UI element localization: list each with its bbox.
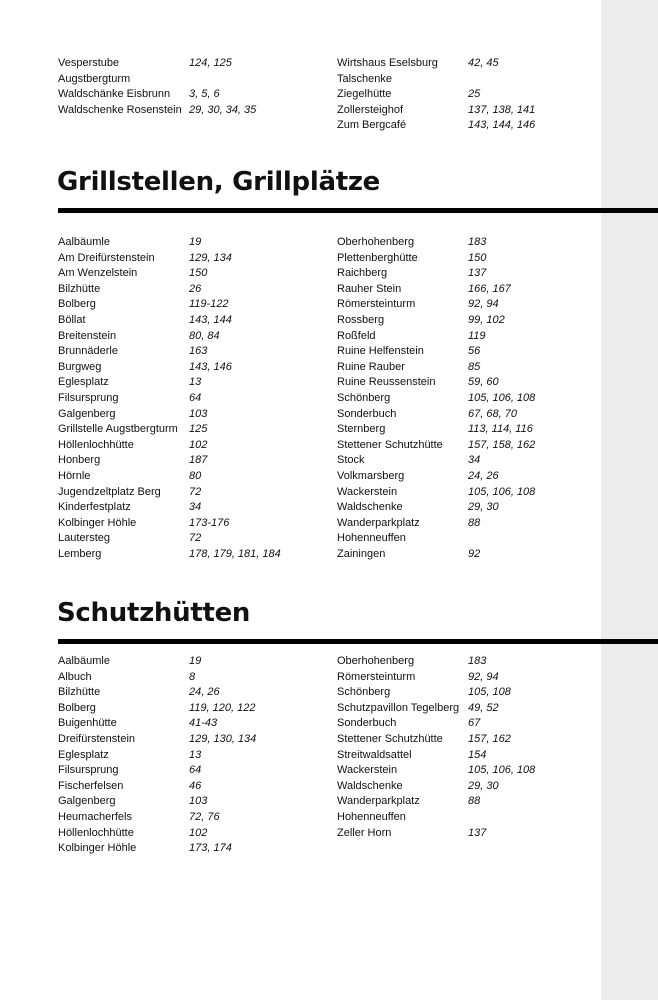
entry-pages: 80, 84 (189, 329, 220, 342)
entry-pages: 119, 120, 122 (189, 701, 256, 714)
entry-pages: 183 (468, 236, 487, 248)
entry-name: Heumacherfels (58, 810, 132, 823)
entry-name: Streitwaldsattel (337, 748, 412, 761)
entry-name: Wanderparkplatz (337, 795, 420, 808)
entry-name: Schutzpavillon Tegelberg (337, 701, 460, 714)
entry-pages: 163 (189, 345, 208, 358)
entry-pages: 105, 106, 108 (468, 391, 536, 404)
entry-pages: 59, 60 (468, 376, 499, 389)
entry-name: Ruine Reussenstein (337, 376, 436, 389)
entry-pages: 137 (468, 267, 487, 280)
entry-pages: 67, 68, 70 (468, 407, 517, 420)
entry-pages: 19 (189, 236, 202, 248)
entry-pages: 150 (189, 267, 208, 280)
entry-pages: 92, 94 (468, 298, 499, 311)
entry-pages: 173, 174 (189, 842, 232, 855)
entry-pages: 154 (468, 748, 487, 761)
entry-pages: 72 (189, 532, 202, 545)
entry-name: Sternberg (337, 423, 386, 436)
entry-pages: 102 (189, 438, 208, 451)
entry-name: Breitenstein (58, 329, 117, 342)
entry-name: Höllenlochhütte (58, 438, 134, 451)
entry-pages: 13 (189, 376, 202, 389)
entry-pages: 183 (468, 655, 487, 667)
entry-pages: 119 (468, 329, 486, 342)
entry-name: Stock (337, 454, 365, 467)
entry-name: Lemberg (58, 547, 102, 560)
entry-name: Kolbinger Höhle (58, 842, 137, 855)
entry-name: Sonderbuch (337, 717, 397, 730)
entry-name: Lautersteg (58, 532, 110, 545)
entry-name: Stettener Schutzhütte (337, 438, 443, 451)
entry-name: Hörnle (58, 469, 91, 482)
entry-pages: 46 (189, 779, 202, 792)
entry-pages: 99, 102 (468, 313, 505, 326)
entry-pages: 25 (468, 88, 481, 101)
entry-name: Zeller Horn (337, 826, 392, 839)
entry-name: Am Wenzelstein (58, 267, 138, 280)
entry-pages: 143, 144 (189, 313, 232, 326)
entry-pages: 102 (189, 826, 208, 839)
entry-pages: 150 (468, 251, 487, 264)
entry-name: Sonderbuch (337, 407, 397, 420)
entry-pages: 34 (468, 454, 481, 467)
entry-pages: 103 (189, 795, 208, 808)
entry-name: Oberhohenberg (337, 655, 415, 667)
section-title-schutzhuetten: Schutzhütten (57, 598, 251, 628)
entry-pages: 80 (189, 469, 202, 482)
entry-name: Hohenneuffen (337, 532, 406, 545)
entry-name: Zainingen (337, 547, 386, 560)
entry-pages: 178, 179, 181, 184 (189, 547, 281, 560)
entry-name: Galgenberg (58, 795, 116, 808)
entry-name: Albuch (58, 670, 92, 683)
entry-name: Eglesplatz (58, 376, 109, 389)
entry-pages: 88 (468, 516, 481, 529)
entry-pages: 64 (189, 764, 202, 777)
entry-name: Am Dreifürstenstein (58, 251, 155, 264)
entry-pages: 64 (189, 391, 202, 404)
entry-name: Vesperstube (58, 57, 120, 69)
entry-name: Dreifürstenstein (58, 732, 136, 745)
entry-name: Stettener Schutzhütte (337, 732, 443, 745)
entry-name: Volkmarsberg (337, 469, 405, 482)
entry-pages: 29, 30 (468, 779, 499, 792)
entry-name: Kinderfestplatz (58, 501, 131, 514)
entry-name: Honberg (58, 454, 101, 467)
entry-pages: 13 (189, 748, 202, 761)
entry-pages: 105, 106, 108 (468, 485, 536, 498)
entry-name: Augstbergturm (58, 72, 131, 85)
entry-name: Römersteinturm (337, 670, 416, 683)
entry-pages: 3, 5, 6 (189, 88, 220, 101)
section-rule (58, 639, 658, 644)
entry-pages: 24, 26 (468, 469, 499, 482)
entry-name: Eglesplatz (58, 748, 109, 761)
entry-pages: 173-176 (189, 516, 230, 529)
entry-pages: 124, 125 (189, 57, 232, 69)
entry-name: Wackerstein (337, 485, 398, 498)
entry-pages: 8 (189, 670, 196, 683)
entry-pages: 92, 94 (468, 670, 499, 683)
entry-pages: 24, 26 (189, 686, 220, 699)
entry-pages: 129, 134 (189, 251, 232, 264)
entry-name: Fischerfelsen (58, 779, 124, 792)
entry-name: Buigenhütte (58, 717, 117, 730)
entry-name: Filsursprung (58, 764, 119, 777)
section-rule (58, 208, 658, 213)
entry-name: Zollersteighof (337, 103, 404, 116)
entry-name: Roßfeld (337, 329, 376, 342)
entry-name: Schönberg (337, 686, 391, 699)
entry-name: Waldschenke Rosenstein (58, 103, 182, 116)
entry-name: Talschenke (337, 72, 393, 85)
entry-name: Galgenberg (58, 407, 116, 420)
entry-pages: 85 (468, 360, 481, 373)
entry-pages: 19 (189, 655, 202, 667)
entry-pages: 49, 52 (468, 701, 499, 714)
entry-name: Höllenlochhütte (58, 826, 134, 839)
entry-name: Bolberg (58, 701, 96, 714)
entry-name: Hohenneuffen (337, 810, 406, 823)
entry-pages: 56 (468, 345, 481, 358)
entry-name: Wirtshaus Eselsburg (337, 57, 438, 69)
entry-pages: 29, 30, 34, 35 (189, 103, 257, 116)
entry-pages: 92 (468, 547, 481, 560)
entry-pages: 103 (189, 407, 208, 420)
entry-pages: 125 (189, 423, 208, 436)
entry-name: Römersteinturm (337, 298, 416, 311)
entry-pages: 143, 146 (189, 360, 232, 373)
entry-name: Wanderparkplatz (337, 516, 420, 529)
entry-name: Waldschenke (337, 779, 403, 792)
entry-pages: 113, 114, 116 (468, 423, 533, 436)
entry-pages: 137, 138, 141 (468, 103, 536, 116)
entry-name: Aalbäumle (58, 236, 110, 248)
entry-name: Grillstelle Augstbergturm (58, 423, 178, 436)
entry-name: Waldschänke Eisbrunn (58, 88, 171, 101)
entry-name: Bilzhütte (58, 282, 101, 295)
entry-name: Waldschenke (337, 501, 403, 514)
entry-pages: 157, 162 (468, 732, 511, 745)
entry-pages: 42, 45 (468, 57, 499, 69)
entry-name: Wackerstein (337, 764, 398, 777)
entry-pages: 72, 76 (189, 810, 220, 823)
entry-pages: 105, 106, 108 (468, 764, 536, 777)
entry-name: Ruine Rauber (337, 360, 405, 373)
entry-pages: 129, 130, 134 (189, 732, 257, 745)
page-margin-strip (601, 0, 658, 1000)
entry-name: Ziegelhütte (337, 88, 392, 101)
entry-pages: 29, 30 (468, 501, 499, 514)
section-title-grillstellen: Grillstellen, Grillplätze (57, 167, 380, 197)
entry-pages: 137 (468, 826, 487, 839)
entry-name: Oberhohenberg (337, 236, 415, 248)
entry-pages: 41-43 (189, 717, 218, 730)
entry-name: Böllat (58, 313, 86, 326)
entry-name: Filsursprung (58, 391, 119, 404)
entry-pages: 187 (189, 454, 208, 467)
entry-name: Zum Bergcafé (337, 119, 407, 132)
entry-name: Ruine Helfenstein (337, 345, 424, 358)
entry-name: Rauher Stein (337, 282, 402, 295)
entry-pages: 34 (189, 501, 202, 514)
entry-pages: 26 (189, 282, 202, 295)
entry-name: Plettenberghütte (337, 251, 418, 264)
entry-name: Schönberg (337, 391, 391, 404)
entry-name: Bolberg (58, 298, 96, 311)
entry-name: Raichberg (337, 267, 388, 280)
entry-name: Aalbäumle (58, 655, 110, 667)
entry-pages: 166, 167 (468, 282, 511, 295)
entry-name: Kolbinger Höhle (58, 516, 137, 529)
entry-pages: 119-122 (189, 298, 229, 311)
entry-pages: 157, 158, 162 (468, 438, 536, 451)
entry-pages: 67 (468, 717, 481, 730)
entry-name: Jugendzeltplatz Berg (58, 485, 161, 498)
entry-name: Brunnäderle (58, 345, 118, 358)
entry-name: Bilzhütte (58, 686, 101, 699)
entry-pages: 88 (468, 795, 481, 808)
entry-pages: 143, 144, 146 (468, 119, 536, 132)
entry-name: Burgweg (58, 360, 102, 373)
entry-pages: 72 (189, 485, 202, 498)
entry-name: Rossberg (337, 313, 385, 326)
entry-pages: 105, 108 (468, 686, 511, 699)
